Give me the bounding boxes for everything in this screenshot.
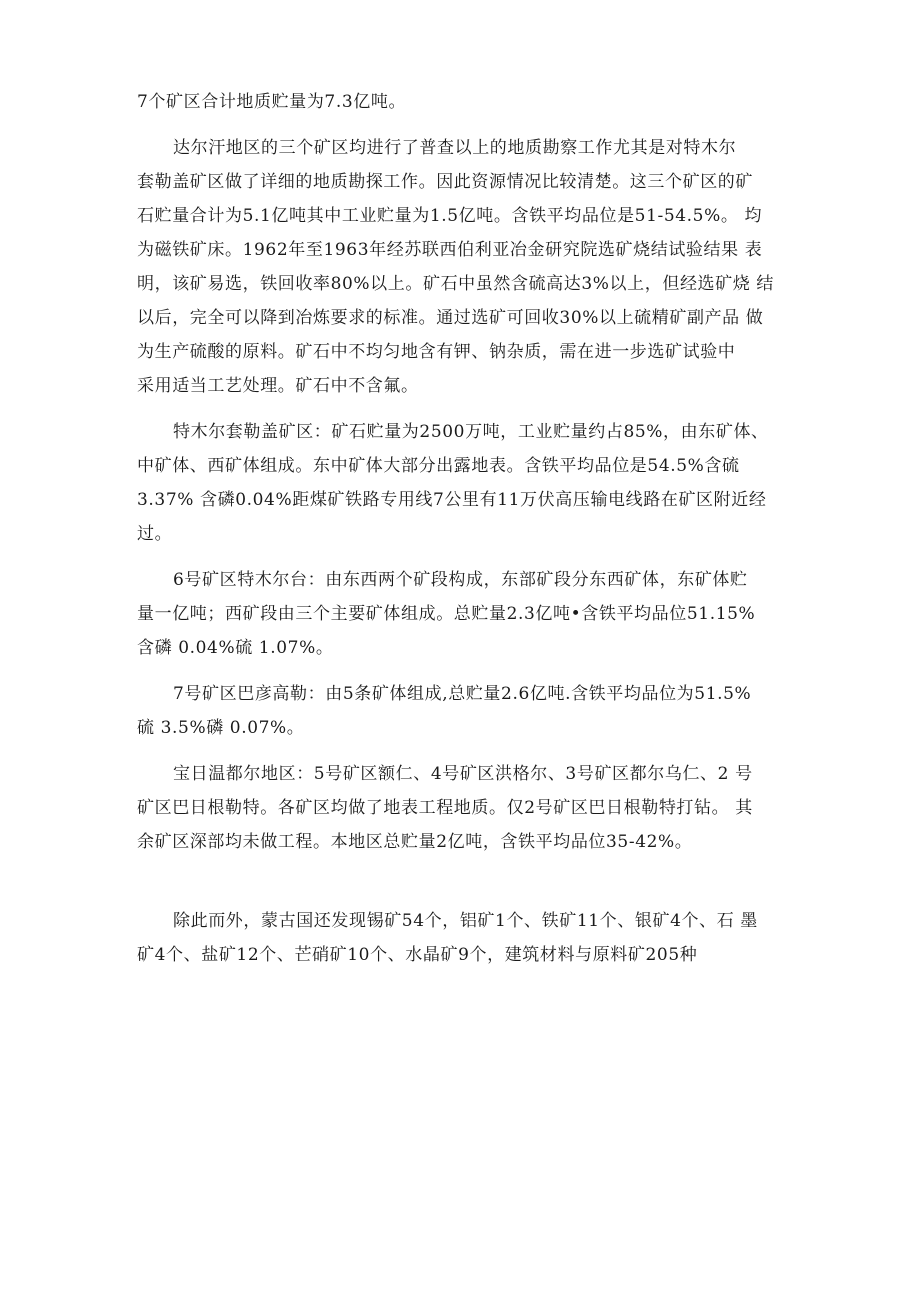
text-line: 除此而外，蒙古国还发现锡矿54个，铝矿1个、铁矿11个、银矿4个、石 墨 — [173, 911, 758, 931]
text-line: 采用适当工艺处理。矿石中不含氟。 — [137, 376, 419, 396]
text-line: 中矿体、西矿体组成。东中矿体大部分出露地表。含铁平均品位是54.5%含硫 — [137, 456, 740, 476]
text-line: 矿区巴日根勒特。各矿区均做了地表工程地质。仅2号矿区巴日根勒特打钻。 其 — [137, 798, 753, 818]
text-line: 7个矿区合计地质贮量为7.3亿吨。 — [137, 92, 407, 112]
text-line: 石贮量合计为5.1亿吨其中工业贮量为1.5亿吨。含铁平均品位是51-54.5%。 均 — [137, 206, 763, 226]
text-line: 量一亿吨；西矿段由三个主要矿体组成。总贮量2.3亿吨•含铁平均品位51.15% — [137, 604, 756, 624]
text-line: 矿4个、盐矿12个、芒硝矿10个、水晶矿9个，建筑材料与原料矿205种 — [137, 945, 698, 965]
text-line: 以后，完全可以降到冶炼要求的标准。通过选矿可回收30%以上硫精矿副产品 做 — [137, 308, 764, 328]
text-line: 达尔汗地区的三个矿区均进行了普查以上的地质勘察工作尤其是对特木尔 — [173, 138, 737, 158]
text-line: 为磁铁矿床。1962年至1963年经苏联西伯利亚冶金研究院选矿烧结试验结果 表 — [137, 240, 763, 260]
text-line: 6号矿区特木尔台：由东西两个矿段构成，东部矿段分东西矿体，东矿体贮 — [173, 570, 748, 590]
text-line: 余矿区深部均未做工程。本地区总贮量2亿吨，含铁平均品位35-42%。 — [137, 832, 693, 852]
text-line: 宝日温都尔地区：5号矿区额仁、4号矿区洪格尔、3号矿区都尔乌仁、2 号 — [173, 764, 753, 784]
text-line: 含磷 0.04%硫 1.07%。 — [137, 638, 334, 658]
text-line: 硫 3.5%磷 0.07%。 — [137, 718, 305, 738]
text-line: 明，该矿易选，铁回收率80%以上。矿石中虽然含硫高达3%以上，但经选矿烧 结 — [137, 274, 774, 294]
text-line: 3.37% 含磷0.04%距煤矿铁路专用线7公里有11万伏高压输电线路在矿区附近经 — [137, 490, 767, 510]
text-line: 套勒盖矿区做了详细的地质勘探工作。因此资源情况比较清楚。这三个矿区的矿 — [137, 172, 753, 192]
text-line: 过。 — [137, 524, 173, 544]
text-line: 7号矿区巴彦高勒：由5条矿体组成,总贮量2.6亿吨.含铁平均品位为51.5% — [173, 684, 752, 704]
text-line: 特木尔套勒盖矿区：矿石贮量为2500万吨，工业贮量约占85%，由东矿体、 — [173, 422, 769, 442]
text-line: 为生产硫酸的原料。矿石中不均匀地含有钾、钠杂质，需在进一步选矿试验中 — [137, 342, 736, 362]
